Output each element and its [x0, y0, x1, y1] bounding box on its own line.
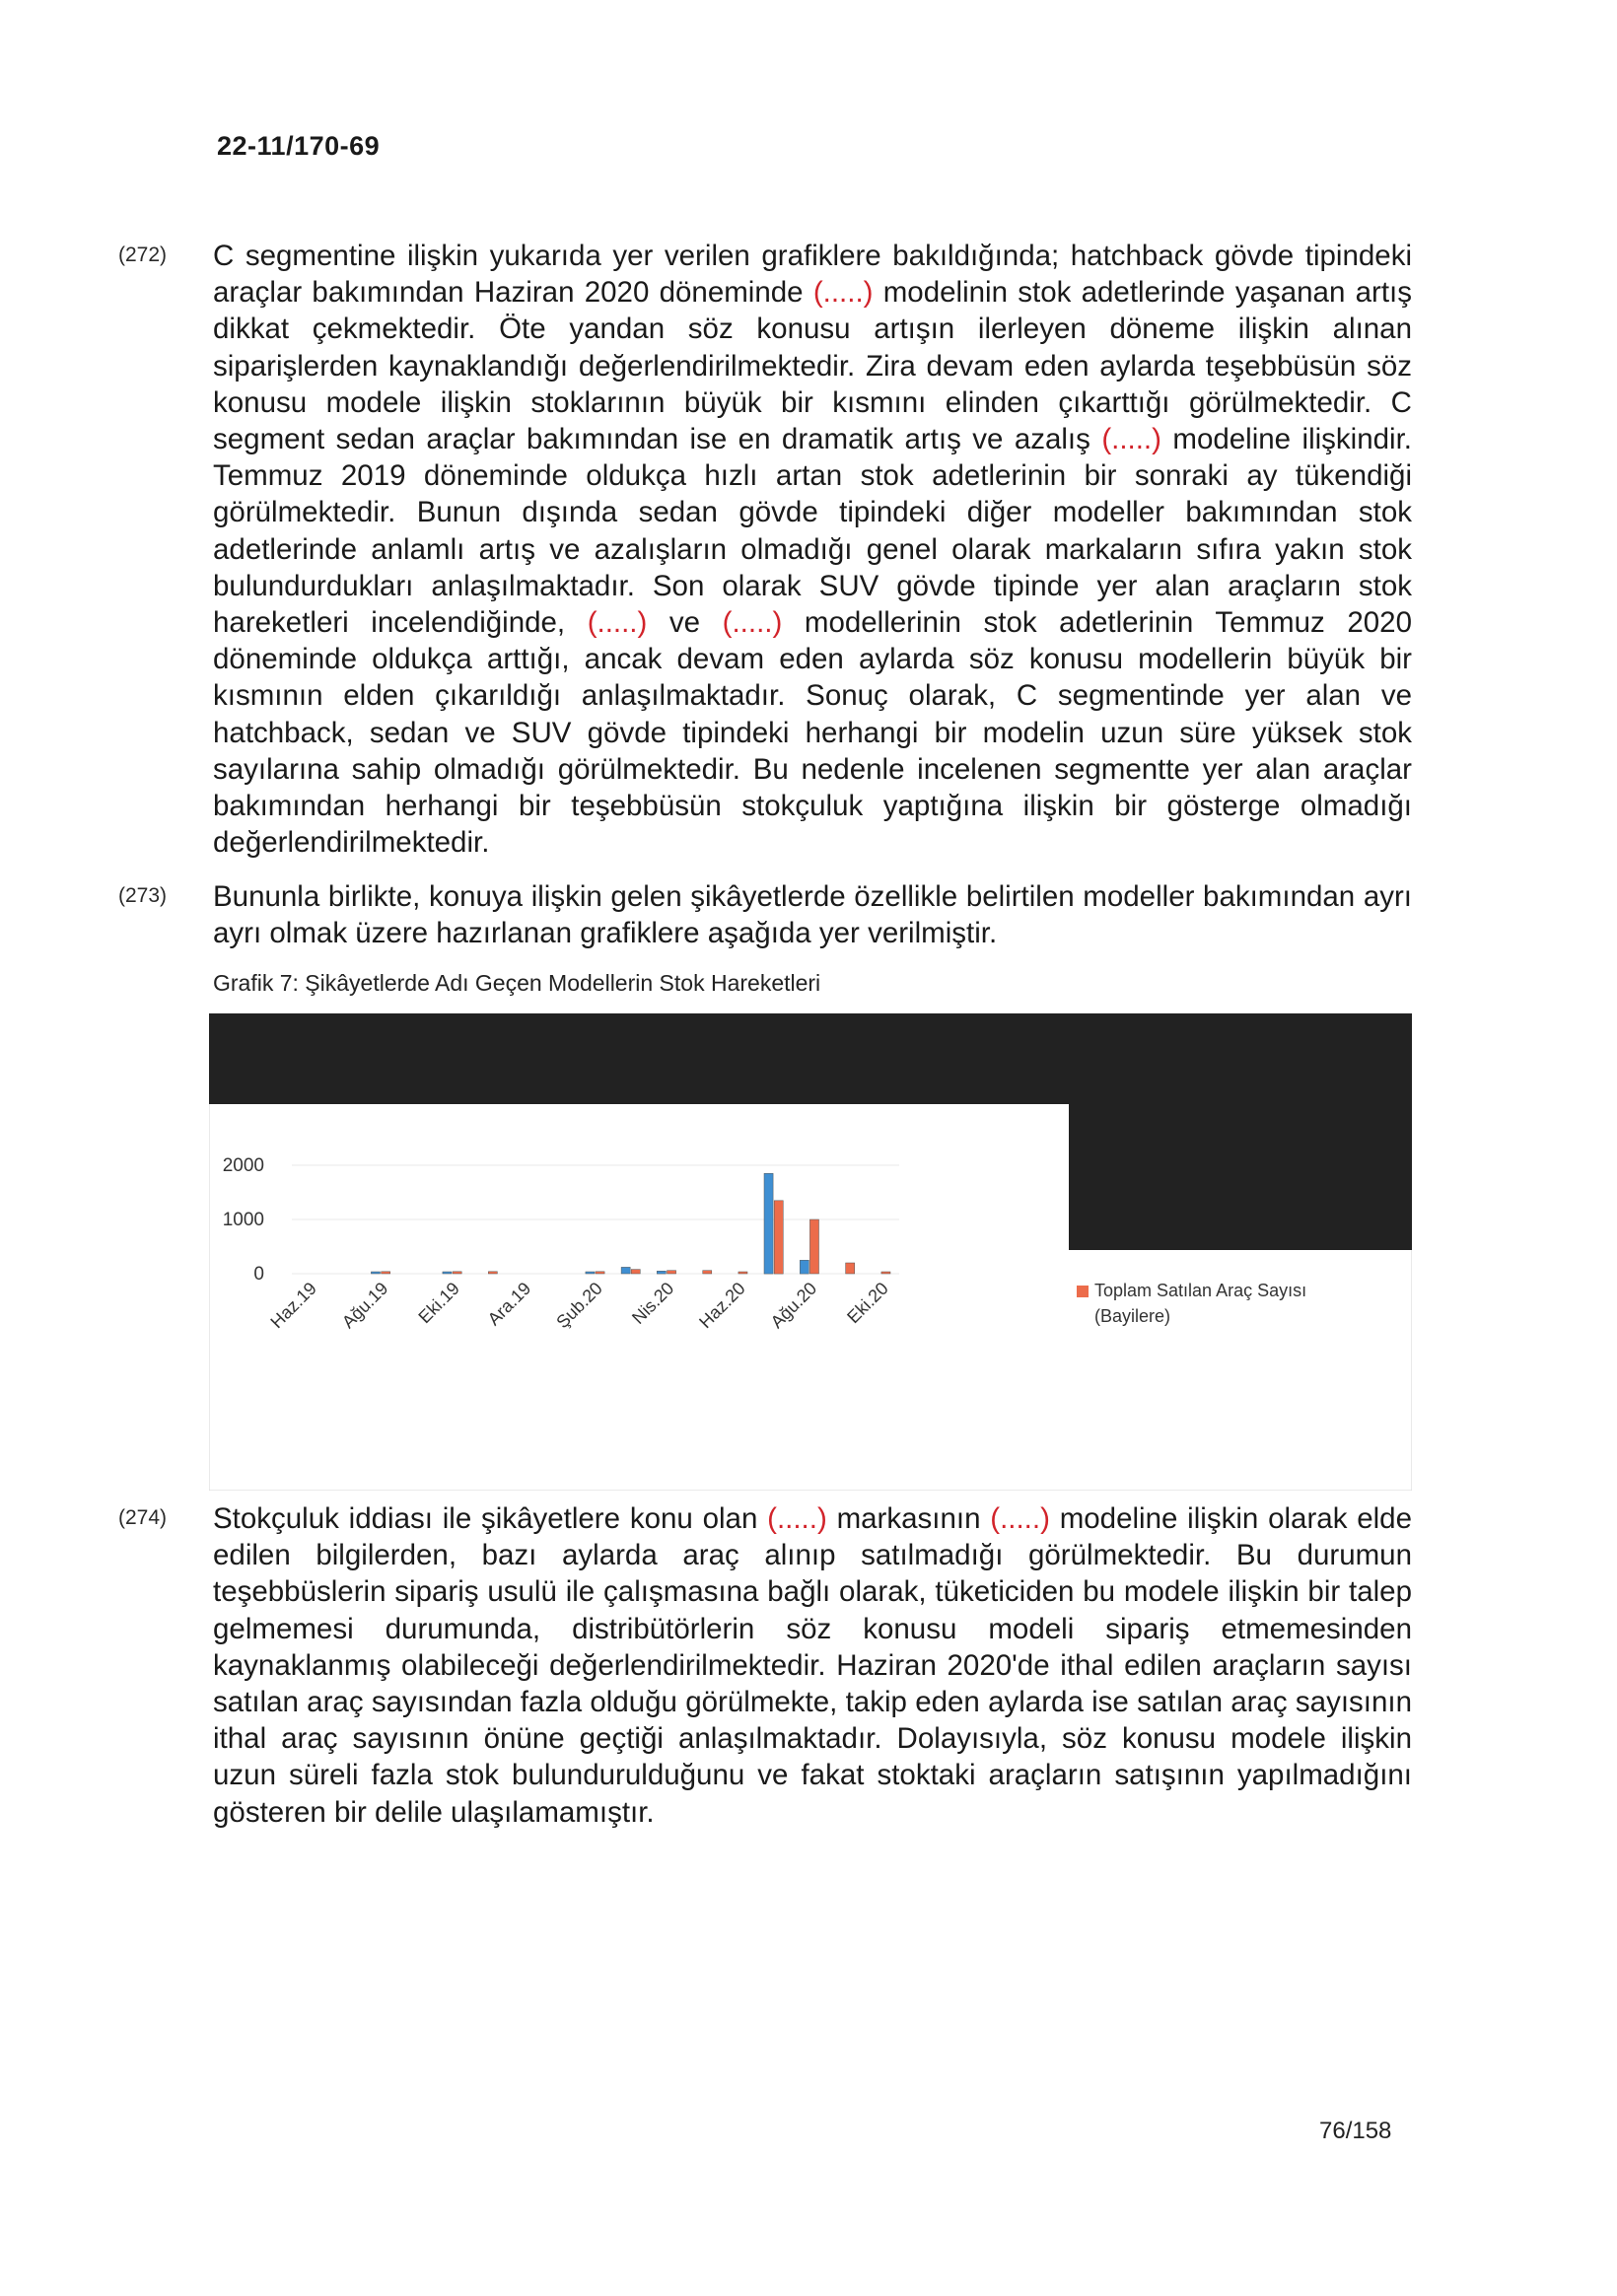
- bar-series1-Tem.20: [774, 1201, 783, 1274]
- page-number: 76/158: [1319, 2118, 1392, 2144]
- redacted-placeholder: (.....): [587, 606, 648, 640]
- paragraph-272: [118, 238, 1412, 861]
- bar-series1-Haz.20: [738, 1272, 747, 1274]
- text-segment: modeline ilişkin olarak elde edilen bilgilerden, bazı aylarda araç alınıp satılmadığı görülmektedir. Bu durumun teşebbüslerin sipariş usulü ile çalışmasına bağlı olarak, tüketiciden bu modele ilişkin bir talep gelmemesi durumunda, distribütörlerin söz konusu modeli sipariş etmemesinden kaynaklanmış olabileceği değerlendirilmektedir. Haziran 2020'de ithal edilen araçların sayısı satılan araç sayısından fazla olduğu görülmekte, takip eden aylarda ise satılan araç sayısının ithal araç sayısının önüne geçtiği anlaşılmaktadır. Dolayısıyla, söz konusu modele ilişkin uzun süreli fazla stok bulundurulduğunu ve fakat stoktaki araçların satışının yapılmadığını gösteren bir delile ulaşılamamıştır.: [213, 1502, 1412, 1829]
- text-segment: modelinin stok adetlerinde yaşanan artış dikkat çekmektedir. Öte yandan söz konusu artışın ilerleyen döneme ilişkin alınan siparişlerden kaynaklandığı değerlendirilmektedir. Zira devam eden aylarda teşebbüsün söz konusu modele ilişkin stoklarının büyük bir kısmını elinden çıkarttığı görülmektedir. C segment sedan araçlar bakımından ise en dramatik artış ve azalış: [213, 276, 1412, 456]
- x-tick-label: Haz.20: [695, 1278, 749, 1333]
- text-segment: Bununla birlikte, konuya ilişkin gelen şikâyetlerde özellikle belirtilen modeller bakımından ayrı ayrı olmak üzere hazırlanan grafiklere aşağıda yer verilmiştir.: [213, 880, 1412, 950]
- text-segment: ve: [647, 606, 723, 640]
- figure-caption: Grafik 7: Şikâyetlerde Adı Geçen Modellerin Stok Hareketleri: [213, 970, 821, 996]
- y-tick-label: 1000: [222, 1210, 264, 1230]
- paragraph-text: [213, 1500, 1412, 1831]
- bar-series1-Mar.20: [631, 1270, 640, 1274]
- redacted-placeholder: (.....): [1101, 423, 1161, 456]
- bar-series0-Eki.19: [443, 1272, 452, 1274]
- bar-series1-Eki.20: [881, 1272, 890, 1274]
- text-segment: markasının: [826, 1502, 991, 1535]
- document-code: 22-11/170-69: [217, 131, 381, 161]
- redacted-placeholder: (.....): [812, 276, 874, 310]
- legend-swatch: [1077, 1286, 1089, 1297]
- bar-series0-Tem.20: [764, 1173, 773, 1274]
- bar-series0-Ağu.20: [800, 1260, 808, 1274]
- redacted-placeholder: (.....): [722, 606, 783, 640]
- paragraph-274: [118, 1500, 1412, 1831]
- paragraph-number: (273): [118, 884, 168, 907]
- y-tick-label: 0: [253, 1264, 264, 1285]
- bar-series1-Kas.19: [488, 1272, 497, 1274]
- paragraph-text: [213, 238, 1412, 861]
- legend-label-line2: (Bayilere): [1094, 1306, 1171, 1326]
- x-tick-label: Ağu.20: [766, 1278, 821, 1333]
- bar-series1-May.20: [703, 1271, 712, 1274]
- x-tick-label: Nis.20: [628, 1278, 678, 1328]
- redacted-placeholder: (.....): [990, 1502, 1050, 1535]
- bar-series0-Şub.20: [586, 1272, 595, 1274]
- text-segment: C segmentine ilişkin yukarıda yer verilen grafiklere bakıldığında; hatchback gövde tipindeki araçlar bakımından Haziran 2020 döneminde: [213, 240, 1412, 310]
- paragraph-number: (272): [118, 244, 168, 266]
- bar-series1-Eyl.20: [846, 1263, 855, 1274]
- bar-series1-Şub.20: [596, 1272, 604, 1274]
- chart-svg: [209, 1013, 1412, 1491]
- x-tick-label: Şub.20: [552, 1278, 606, 1333]
- x-tick-label: Eki.19: [414, 1278, 463, 1328]
- paragraph-number: (274): [118, 1506, 168, 1529]
- text-segment: Stokçuluk iddiası ile şikâyetlere konu olan: [213, 1502, 768, 1535]
- bar-series1-Ağu.20: [809, 1219, 818, 1274]
- redacted-placeholder: (.....): [767, 1502, 827, 1535]
- x-tick-label: Haz.19: [266, 1278, 320, 1333]
- y-tick-label: 2000: [222, 1155, 264, 1176]
- legend-label-line1: Toplam Satılan Araç Sayısı: [1094, 1281, 1307, 1300]
- text-segment: modeline ilişkindir. Temmuz 2019 döneminde oldukça hızlı artan stok adetlerinin bir sonraki ay tükendiği görülmektedir. Bunun dışında sedan gövde tipindeki diğer modeller bakımından stok adetlerinde anlamlı artış ve azalışların olmadığı genel olarak markaların sıfıra yakın stok bulundurdukları anlaşılmaktadır. Son olarak SUV gövde tipinde yer alan araçların stok hareketleri incelendiğinde,: [213, 423, 1412, 640]
- bar-series0-Ağu.19: [371, 1272, 380, 1274]
- paragraph-text: [213, 878, 1412, 951]
- paragraph-273: [118, 878, 1412, 951]
- bar-series1-Nis.20: [668, 1271, 676, 1274]
- x-tick-label: Eki.20: [843, 1278, 892, 1328]
- x-tick-label: Ağu.19: [337, 1278, 392, 1333]
- text-segment: modellerinin stok adetlerinin Temmuz 2020 döneminde oldukça arttığı, ancak devam eden aylarda söz konusu modellerin büyük bir kısmının elden çıkarıldığı anlaşılmaktadır. Sonuç olarak, C segmentinde yer alan ve hatchback, sedan ve SUV gövde tipindeki herhangi bir modelin uzun süre yüksek stok sayılarına sahip olmadığı görülmektedir. Bu nedenle incelenen segmentte yer alan araçlar bakımından herhangi bir teşebbüsün stokçuluk yaptığına ilişkin bir gösterge olmadığı değerlendirilmektedir.: [213, 606, 1412, 860]
- stock-chart: [209, 1013, 1412, 1491]
- bar-series1-Eki.19: [453, 1272, 461, 1274]
- bar-series0-Mar.20: [621, 1267, 630, 1274]
- bar-series1-Ağu.19: [382, 1272, 390, 1274]
- bar-series0-Nis.20: [657, 1271, 666, 1274]
- x-tick-label: Ara.19: [483, 1278, 535, 1330]
